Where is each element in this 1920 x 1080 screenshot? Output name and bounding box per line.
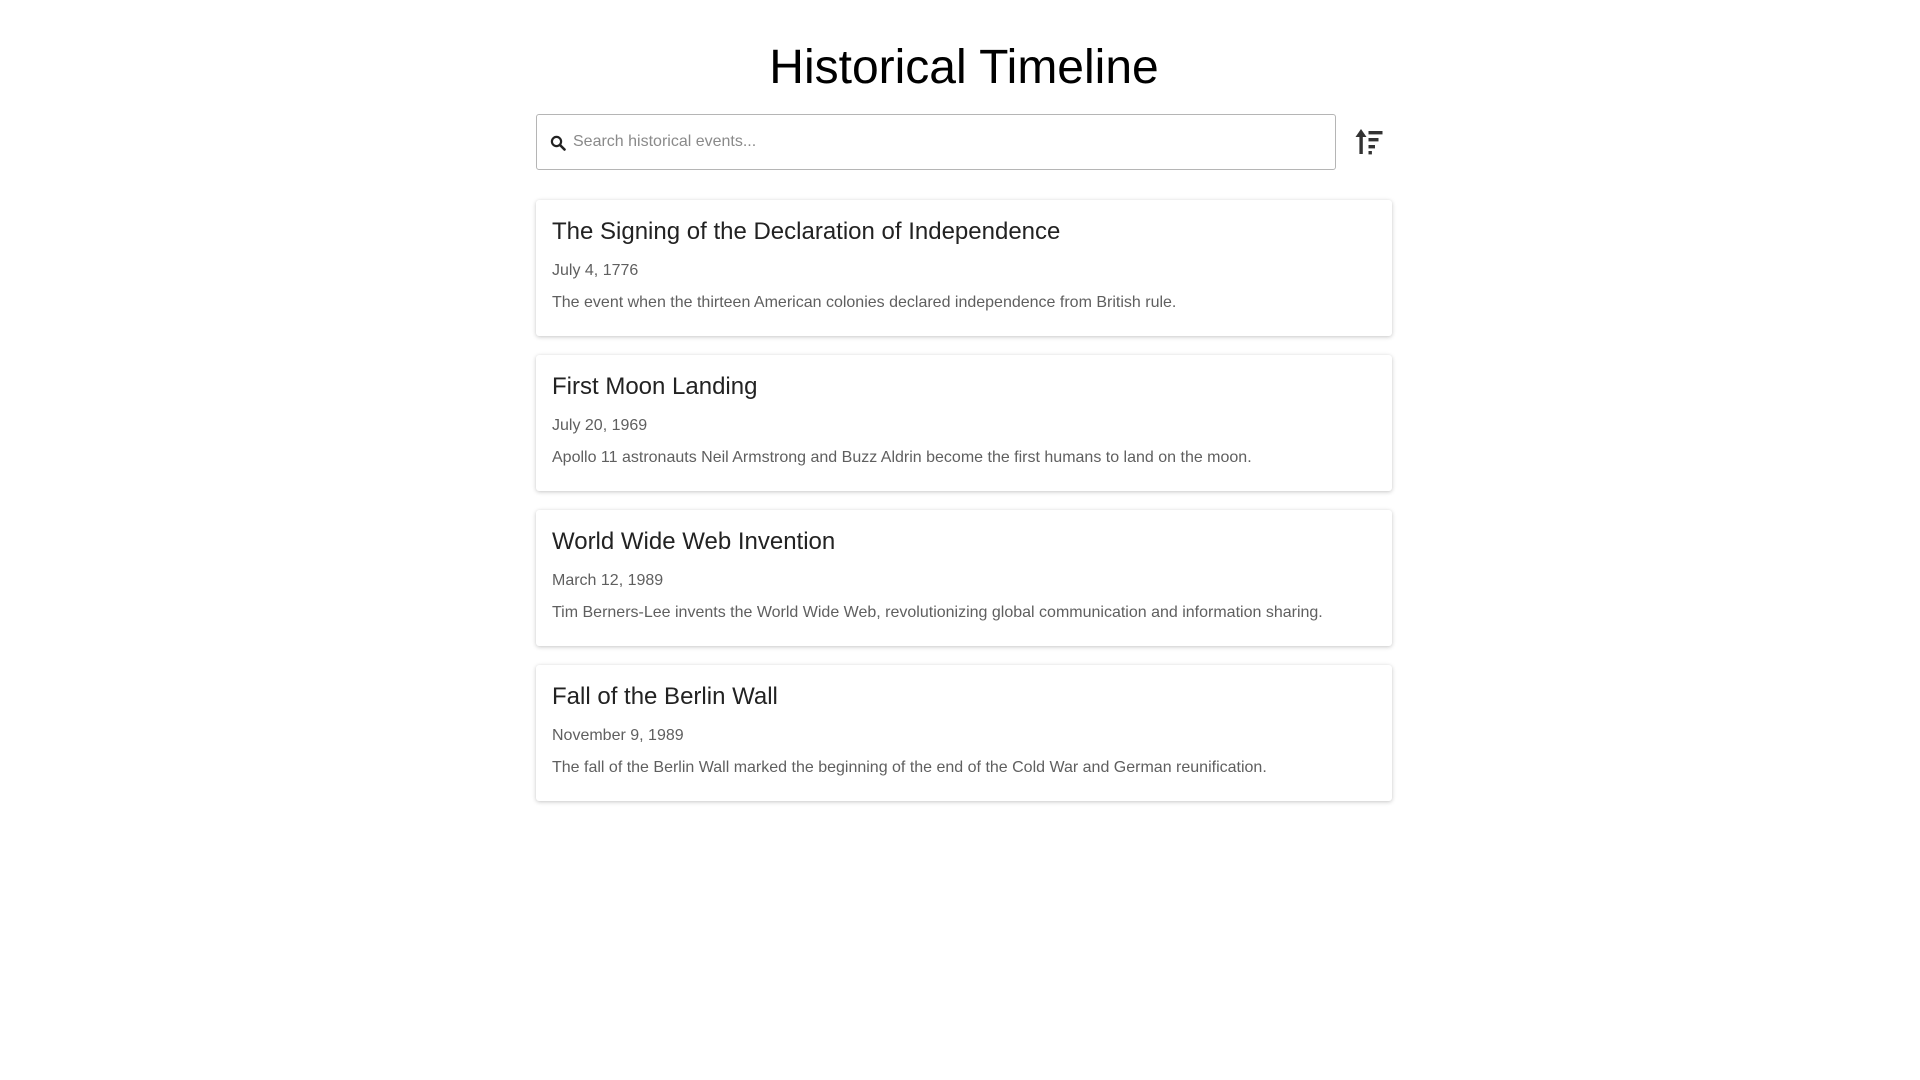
event-card[interactable] bbox=[536, 355, 1392, 491]
search-icon bbox=[550, 135, 566, 151]
event-date: July 20, 1969 bbox=[552, 417, 648, 434]
event-list bbox=[536, 200, 1392, 801]
event-card[interactable] bbox=[536, 200, 1392, 336]
sort-button[interactable] bbox=[1354, 126, 1388, 158]
event-card[interactable] bbox=[536, 510, 1392, 646]
event-date: July 4, 1776 bbox=[552, 262, 639, 279]
event-card[interactable] bbox=[536, 665, 1392, 801]
event-title: Fall of the Berlin Wall bbox=[552, 683, 778, 710]
sort-ascending-icon bbox=[1354, 145, 1388, 162]
timeline-container bbox=[536, 0, 1392, 820]
event-title: World Wide Web Invention bbox=[552, 528, 836, 555]
page-title: Historical Timeline bbox=[769, 41, 1159, 94]
event-date: March 12, 1989 bbox=[552, 572, 664, 589]
event-description: The fall of the Berlin Wall marked the beginning of the end of the Cold War and German reunification. bbox=[552, 759, 1267, 776]
search-input[interactable] bbox=[573, 115, 1323, 169]
event-description: Apollo 11 astronauts Neil Armstrong and Buzz Aldrin become the first humans to land on the moon. bbox=[552, 449, 1252, 466]
search-box[interactable] bbox=[536, 114, 1336, 170]
event-title: First Moon Landing bbox=[552, 373, 758, 400]
event-description: Tim Berners-Lee invents the World Wide Web, revolutionizing global communication and information sharing. bbox=[552, 604, 1323, 621]
event-description: The event when the thirteen American colonies declared independence from British rule. bbox=[552, 294, 1177, 311]
event-date: November 9, 1989 bbox=[552, 727, 684, 744]
toolbar bbox=[536, 114, 1392, 170]
event-title: The Signing of the Declaration of Independence bbox=[552, 218, 1061, 245]
